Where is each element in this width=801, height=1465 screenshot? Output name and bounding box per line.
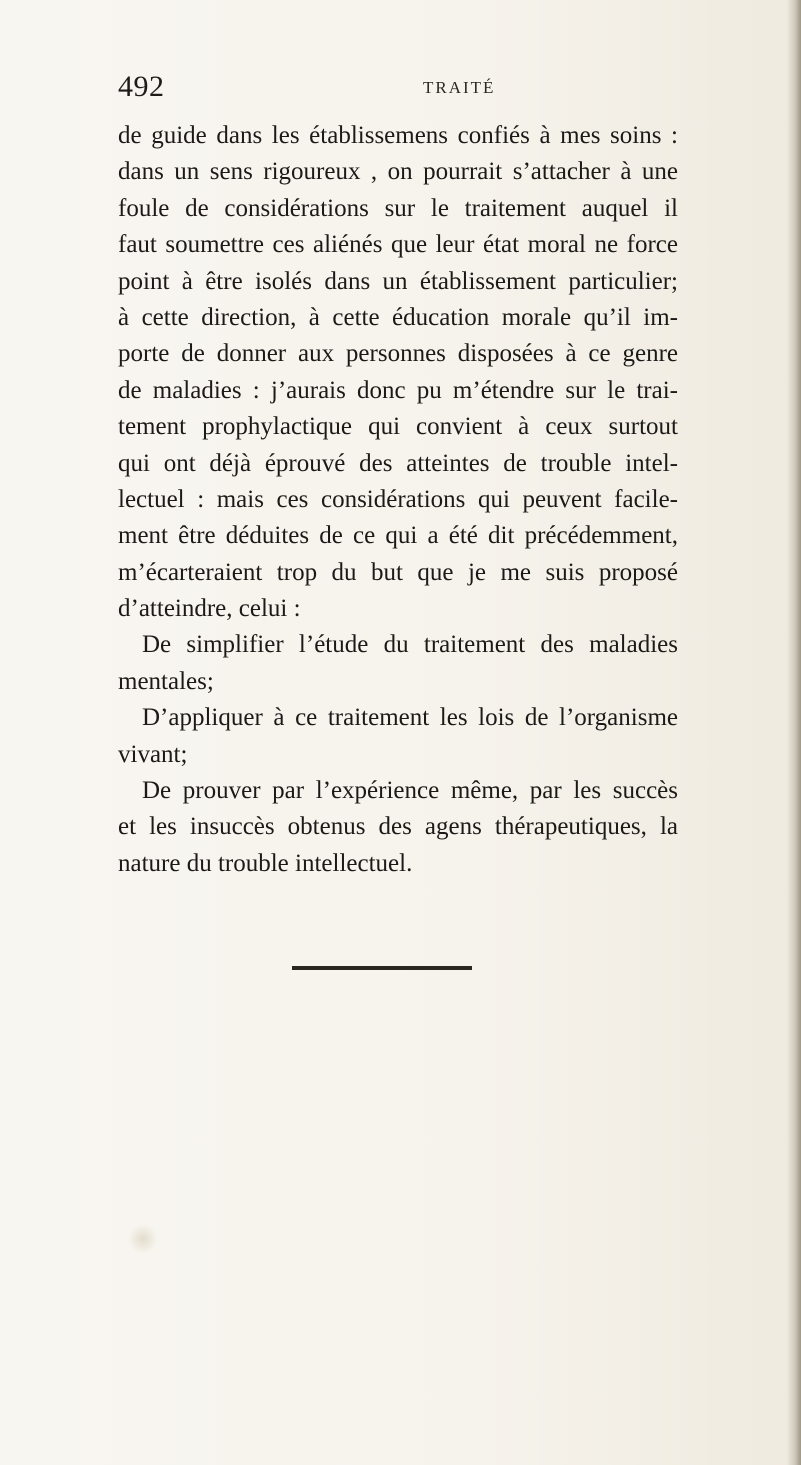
text-line: D’appliquer à ce traitement les lois de l’organisme bbox=[142, 704, 678, 732]
running-title: TRAITÉ bbox=[423, 78, 496, 97]
text-line: De simplifier l’étude du traitement des maladies bbox=[142, 631, 678, 659]
text-line: et les insuccès obtenus des agens thérapeutiques, la bbox=[118, 813, 678, 841]
text-line: point à être isolés dans un établissement particulier; bbox=[118, 267, 678, 295]
text-line: à cette direction, à cette éducation morale qu’il im- bbox=[118, 303, 678, 331]
text-line: mentales; bbox=[118, 667, 214, 695]
text-line: d’atteindre, celui : bbox=[118, 595, 301, 623]
text-line: ment être déduites de ce qui a été dit précédemment, bbox=[118, 522, 678, 550]
text-line: lectuel : mais ces considérations qui peuvent facile- bbox=[118, 485, 678, 513]
text-line: porte de donner aux personnes disposées à ce genre bbox=[118, 340, 678, 368]
text-line: vivant; bbox=[118, 740, 188, 768]
text-line: tement prophylactique qui convient à ceux surtout bbox=[118, 413, 678, 441]
spine-shadow bbox=[787, 0, 801, 1465]
text-line: qui ont déjà éprouvé des atteintes de trouble intel- bbox=[118, 449, 678, 477]
text-line: m’écarteraient trop du but que je me suis proposé bbox=[118, 558, 678, 586]
body-text bbox=[118, 118, 678, 882]
text-line: dans un sens rigoureux , on pourrait s’attacher à une bbox=[118, 158, 678, 186]
text-line: faut soumettre ces aliénés que leur état moral ne force bbox=[118, 231, 678, 259]
text-line: de maladies : j’aurais donc pu m’étendre sur le trai- bbox=[118, 376, 678, 404]
section-end-rule bbox=[292, 966, 472, 970]
text-line: de guide dans les établissemens confiés à mes soins : bbox=[118, 122, 678, 149]
text-line: De prouver par l’expérience même, par les succès bbox=[142, 777, 678, 805]
paper-stain bbox=[128, 1224, 158, 1254]
page-number: 492 bbox=[118, 70, 165, 103]
text-line: foule de considérations sur le traitement auquel il bbox=[118, 194, 678, 222]
running-head bbox=[118, 70, 678, 110]
text-line: nature du trouble intellectuel. bbox=[118, 849, 413, 877]
